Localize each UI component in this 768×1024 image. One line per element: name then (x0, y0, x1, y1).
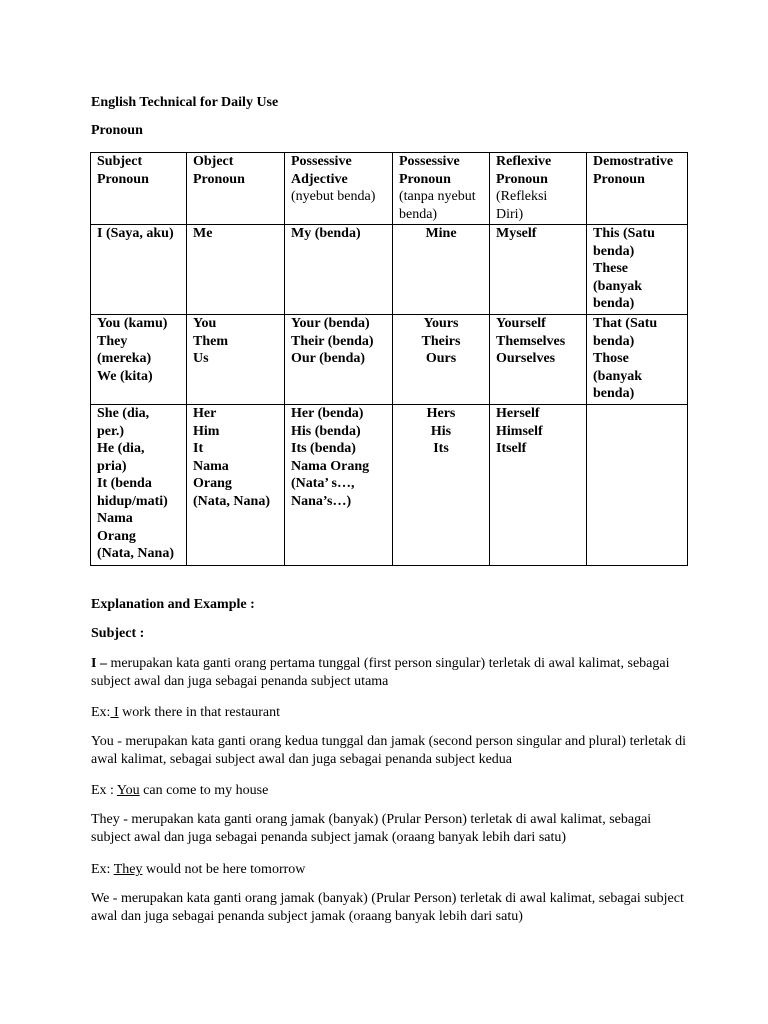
table-cell: Mine (393, 225, 490, 315)
table-cell-empty (587, 405, 688, 566)
table-cell: Her Him It Nama Orang (Nata, Nana) (187, 405, 285, 566)
paragraph-lead: I – (91, 656, 107, 671)
table-cell: Your (benda) Their (benda) Our (benda) (285, 315, 393, 405)
example-subject: I (110, 705, 119, 720)
header-cell: Reflexive Pronoun (Refleksi Diri) (490, 153, 587, 225)
table-cell: That (Satu benda) Those (banyak benda) (587, 315, 688, 405)
table-cell: You (kamu) They (mereka) We (kita) (91, 315, 187, 405)
table-cell: Herself Himself Itself (490, 405, 587, 566)
document-title: English Technical for Daily Use (91, 95, 279, 110)
header-cell: Possessive Pronoun (tanpa nyebut benda) (393, 153, 490, 225)
table-cell: Yourself Themselves Ourselves (490, 315, 587, 405)
example-you (91, 782, 691, 800)
table-cell: She (dia, per.) He (dia, pria) It (benda hidup/mati) Nama Orang (Nata, Nana) (91, 405, 187, 566)
pronoun-table (90, 152, 688, 566)
paragraph-they: They - merupakan kata ganti orang jamak (banyak) (Prular Person) terletak di awal kalimat, sebagai subject awal dan juga sebagai penanda subject jamak (oraang banyak lebih dari satu) (91, 812, 652, 845)
table-cell: My (benda) (285, 225, 393, 315)
example-they (91, 861, 691, 879)
header-cell: Object Pronoun (187, 153, 285, 225)
table-row (91, 405, 688, 566)
example-rest: can come to my house (139, 783, 269, 798)
paragraph-i (91, 655, 691, 691)
table-cell: Me (187, 225, 285, 315)
table-cell: Yours Theirs Ours (393, 315, 490, 405)
section-title: Pronoun (91, 123, 143, 138)
header-cell: Subject Pronoun (91, 153, 187, 225)
explanation-heading: Explanation and Example : (91, 597, 255, 612)
table-row (91, 225, 688, 315)
subject-heading: Subject : (91, 626, 145, 641)
header-cell: Demostrative Pronoun (587, 153, 688, 225)
table-row (91, 315, 688, 405)
example-prefix: Ex: (91, 705, 111, 720)
header-cell: Possessive Adjective (nyebut benda) (285, 153, 393, 225)
table-cell: This (Satu benda) These (banyak benda) (587, 225, 688, 315)
table-cell: I (Saya, aku) (91, 225, 187, 315)
example-subject: You (116, 783, 140, 798)
table-cell: Hers His Its (393, 405, 490, 566)
example-prefix: Ex: (91, 862, 114, 877)
example-i (91, 704, 691, 722)
paragraph-we: We - merupakan kata ganti orang jamak (banyak) (Prular Person) terletak di awal kalimat, sebagai subject awal dan juga sebagai penanda subject jamak (oraang banyak lebih dari satu) (91, 891, 684, 924)
paragraph-you: You - merupakan kata ganti orang kedua tunggal dan jamak (second person singular and plural) terletak di awal kalimat, sebagai subject awal dan juga sebagai penanda subject kedua (91, 734, 686, 767)
table-cell: Myself (490, 225, 587, 315)
table-header-row (91, 153, 688, 225)
table-cell: You Them Us (187, 315, 285, 405)
example-rest: work there in that restaurant (118, 705, 280, 720)
example-rest: would not be here tomorrow (142, 862, 306, 877)
table-cell: Her (benda) His (benda) Its (benda) Nama Orang (Nata’ s…, Nana’s…) (285, 405, 393, 566)
example-prefix: Ex : (91, 783, 117, 798)
example-subject: They (113, 862, 143, 877)
paragraph-text: merupakan kata ganti orang pertama tunggal (first person singular) terletak di awal kalimat, sebagai subject awal dan juga sebagai penanda subject utama (91, 656, 670, 689)
